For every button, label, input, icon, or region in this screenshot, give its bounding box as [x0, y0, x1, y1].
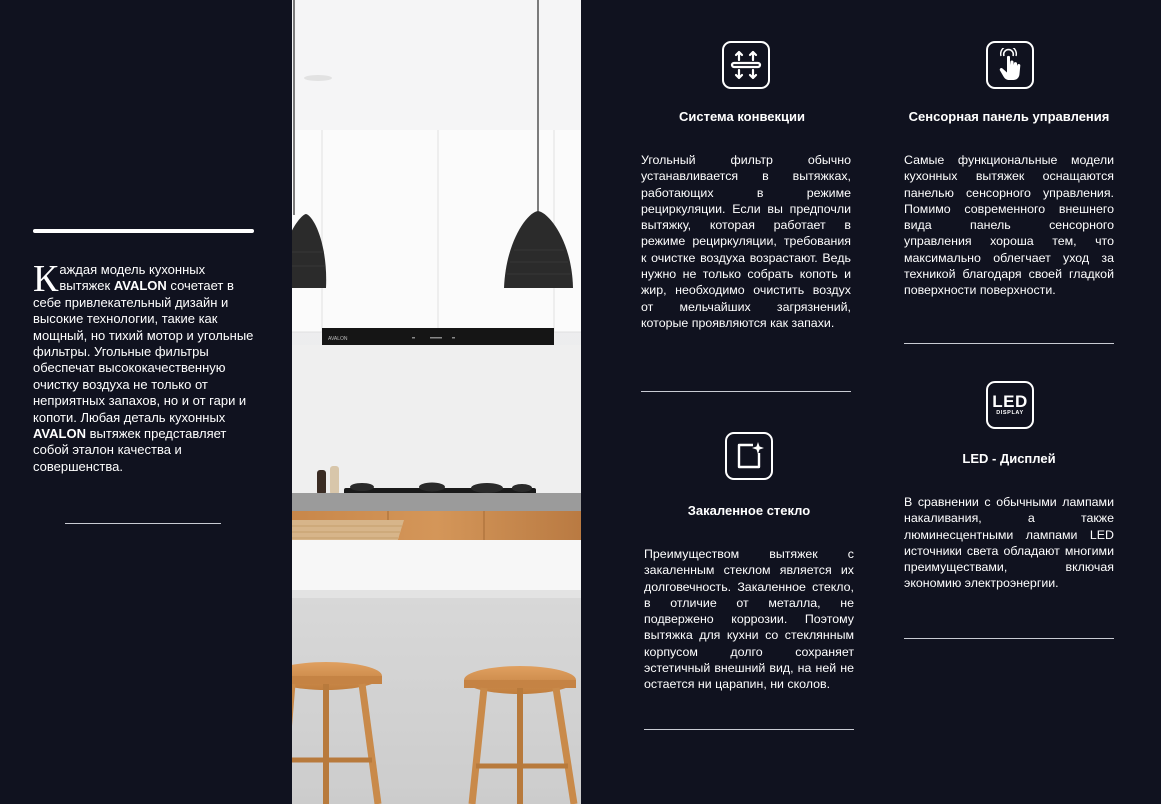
intro-divider [65, 523, 221, 524]
touch-hand-icon [986, 41, 1034, 89]
kitchen-photo [292, 0, 581, 804]
intro-paragraph: Каждая модель кухонных вытяжек AVALON сочетает в себе привлекательный дизайн и высокие технологии, такие как мощный, но тихий мотор и угольные фильтры. Угольные фильтры обеспечат высококачественную очистку воздуха не только от неприятных запахов, но и от гари и копоти. Любая деталь кухонных AVALON вытяжек представляет собой эталон качества и совершенства. [33, 258, 254, 474]
touch-text: Самые функциональные модели кухонных вытяжек оснащаются панелью сенсорного управления. Помимо современного внешнего вида панель сенсорного управления хороша тем, что максимально облегчает уход за техникой благодаря своей гладкой поверхности поверхности. [904, 153, 1114, 298]
tempered-glass-icon [725, 432, 773, 480]
glass-text: Преимуществом вытяжек с закаленным стеклом является их долговечность. Закаленное стекло, в отличие от металла, не подвержено коррозии. Поэтому вытяжка для кухни со стеклянным корпусом долго сохраняет эстетичный внешний вид, на ней не остается ни царапин, ни сколов. [644, 547, 854, 692]
brand-name: AVALON [33, 426, 86, 442]
convection-divider [641, 391, 851, 392]
led-title: LED - Дисплей [962, 451, 1056, 466]
decorative-divider-thick [33, 229, 254, 233]
led-text: В сравнении с обычными лампами накаливания, а также люминесцентными лампами LED источники света обладают многими преимуществами, включая экономию электроэнергии. [904, 495, 1114, 591]
drop-cap: К [33, 258, 59, 300]
led-display-icon: LED DISPLAY [986, 381, 1034, 429]
convection-title: Система конвекции [679, 109, 805, 124]
glass-title: Закаленное стекло [687, 503, 811, 518]
led-divider [904, 638, 1114, 639]
convection-text: Угольный фильтр обычно устанавливается в вытяжках, работающих в режиме рециркуляции. Если вы предпочли вытяжку, которая работает в режиме рециркуляции, требования к очистке воздуха возрастают. Ведь нужно не только собрать копоть и жир, необходимо очистить воздух от мельчайших загрязнений, которые проявляются как запахи. [641, 153, 851, 330]
kitchen-illustration [292, 0, 581, 804]
touch-divider [904, 343, 1114, 344]
glass-divider [644, 729, 854, 730]
brand-name: AVALON [113, 278, 167, 294]
intro-panel [0, 0, 292, 804]
touch-title: Сенсорная панель управления [908, 109, 1110, 124]
convection-arrows-icon [722, 41, 770, 89]
hood-brand-label: AVALON [328, 336, 348, 342]
